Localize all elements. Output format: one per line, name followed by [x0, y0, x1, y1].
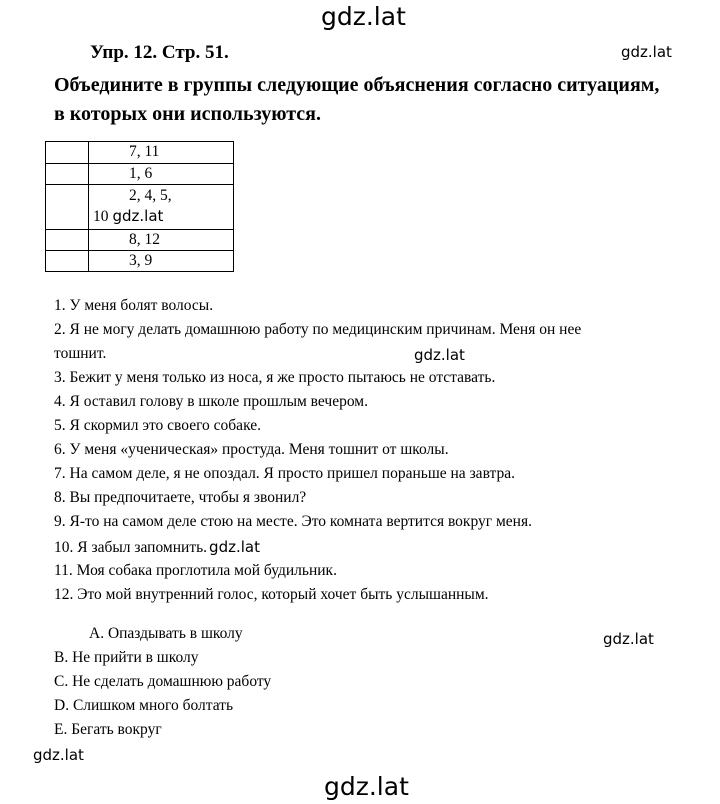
- sentence-3: 3. Бежит у меня только из носа, я же просто пытаюсь не отставать.: [54, 369, 496, 386]
- table-row: [46, 142, 234, 164]
- watermark-bottom: gdz.lat: [324, 772, 409, 801]
- sentence-4: 4. Я оставил голову в школе прошлым вечером.: [54, 393, 368, 410]
- table-cell-left: [46, 251, 89, 272]
- sentence-5: 5. Я скормил это своего собаке.: [54, 417, 261, 434]
- table-row: [46, 230, 234, 251]
- situation-d: D. Слишком много болтать: [54, 697, 234, 714]
- sentence-12: 12. Это мой внутренний голос, который хочет быть услышанным.: [54, 586, 489, 603]
- watermark-inline: gdz.lat: [209, 538, 260, 556]
- watermark-middle: gdz.lat: [414, 346, 465, 364]
- table-cell-right: [89, 164, 234, 185]
- sentence-2: 2. Я не могу делать домашнюю работу по медицинским причинам. Меня он нее: [54, 321, 582, 338]
- table-cell-right: [89, 251, 234, 272]
- sentence-7: 7. На самом деле, я не опоздал. Я просто пришел пораньше на завтра.: [54, 465, 515, 482]
- exercise-title: Упр. 12. Стр. 51.: [90, 42, 229, 63]
- instruction-line-1: Объедините в группы следующие объяснения согласно ситуациям,: [54, 74, 660, 96]
- cell-value: 10: [93, 208, 109, 225]
- cell-value: 8, 12: [129, 231, 160, 248]
- table-cell-left: [46, 185, 89, 230]
- sentence-6: 6. У меня «ученическая» простуда. Меня тошнит от школы.: [54, 441, 449, 458]
- watermark-right-top: gdz.lat: [621, 43, 672, 61]
- watermark-right-bottom: gdz.lat: [603, 630, 654, 648]
- cell-value-line-1: 2, 4, 5,: [129, 187, 172, 204]
- watermark-left-bottom: gdz.lat: [33, 746, 84, 764]
- situation-a: A. Опаздывать в школу: [89, 625, 243, 642]
- table-cell-left: [46, 142, 89, 164]
- table-row: [46, 251, 234, 272]
- sentence-8: 8. Вы предпочитаете, чтобы я звонил?: [54, 489, 307, 506]
- sentence-10: [54, 538, 260, 557]
- sentence-9: 9. Я-то на самом деле стою на месте. Это комната вертится вокруг меня.: [54, 513, 532, 530]
- situation-b: B. Не прийти в школу: [54, 649, 199, 666]
- table-cell-right: [89, 185, 234, 230]
- table-row: [46, 185, 234, 230]
- table-cell-right: [89, 142, 234, 164]
- situation-e: E. Бегать вокруг: [54, 721, 162, 738]
- table-cell-right: [89, 230, 234, 251]
- cell-value: 1, 6: [129, 165, 153, 182]
- sentence-1: 1. У меня болят волосы.: [54, 297, 214, 314]
- cell-value-line-2: [93, 206, 233, 227]
- answer-table: [45, 141, 234, 272]
- instruction-line-2: в которых они используются.: [54, 103, 322, 125]
- sentence-2-continued: тошнит.: [54, 345, 107, 362]
- situation-c: C. Не сделать домашнюю работу: [54, 673, 272, 690]
- table-cell-left: [46, 164, 89, 185]
- table-row: [46, 164, 234, 185]
- cell-value: 3, 9: [129, 252, 153, 269]
- table-cell-left: [46, 230, 89, 251]
- watermark-top: gdz.lat: [321, 2, 406, 31]
- watermark-in-table: gdz.lat: [112, 207, 164, 225]
- sentence-11: 11. Моя собака проглотила мой будильник.: [54, 562, 337, 579]
- cell-value: 7, 11: [129, 143, 160, 160]
- sentence-10-text: 10. Я забыл запомнить.: [54, 539, 208, 556]
